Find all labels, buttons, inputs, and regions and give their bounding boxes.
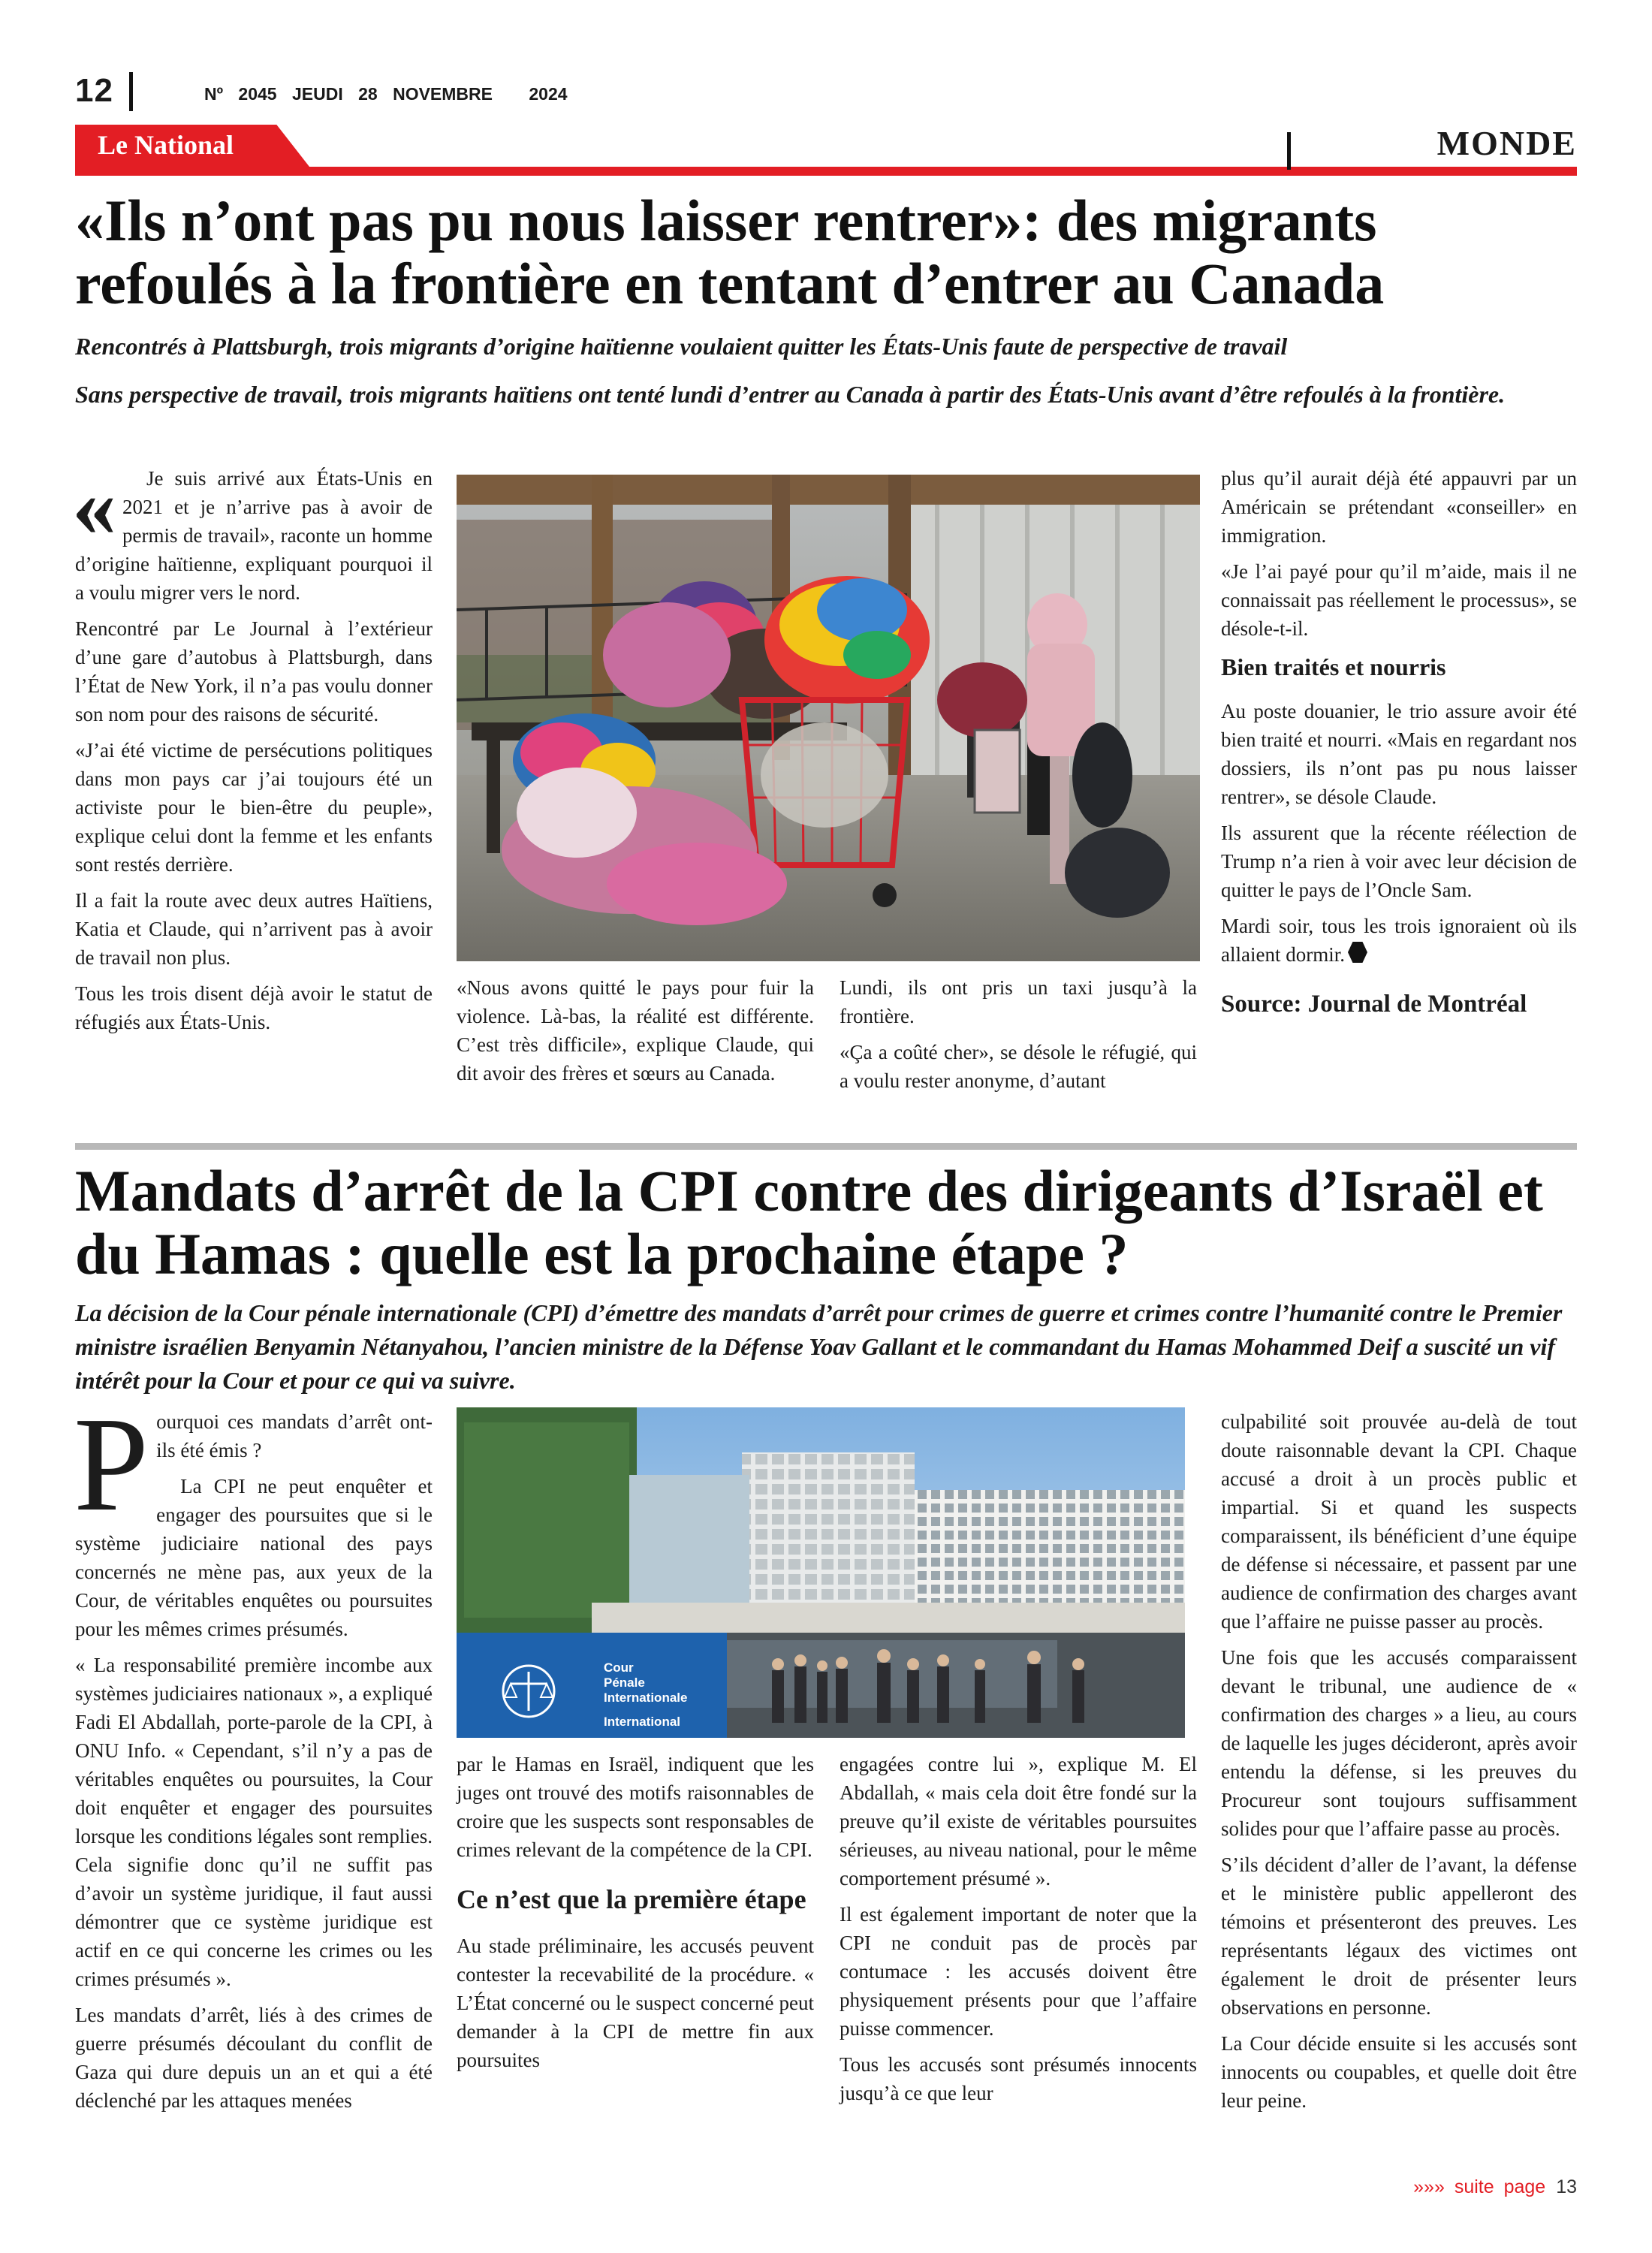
article2-paragraph: Tous les accusés sont présumés innocents jusqu’à ce que leur bbox=[840, 2053, 1197, 2104]
article2-paragraph: Les mandats d’arrêt, liés à des crimes de guerre présumés découlant du conflit de Gaza qui dure depuis un an et qui a été déclenché par les attaques menées bbox=[75, 2004, 433, 2112]
end-of-article-icon bbox=[1348, 942, 1367, 963]
article2-column-1 bbox=[74, 1389, 433, 2122]
sign-text-line4: International bbox=[604, 1715, 681, 1729]
article2-subheading: Ce n’est que la première étape bbox=[457, 1884, 806, 1914]
article1-paragraph: plus qu’il aurait déjà été appauvri par un Américain se prétendant «conseiller» en immigration. bbox=[1221, 467, 1577, 547]
weekday: JEUDI bbox=[291, 84, 343, 104]
continued-label: »»» suite page bbox=[1413, 2176, 1546, 2197]
article1-closing-text: Mardi soir, tous les trois ignoraient où ils allaient dormir. bbox=[1221, 915, 1577, 966]
issue-number: Nº 2045 bbox=[204, 84, 277, 104]
opening-quote-mark: « bbox=[72, 457, 116, 555]
article2-column-4 bbox=[1221, 1407, 1577, 2122]
article1-column-1 bbox=[72, 457, 433, 1044]
article2-paragraph: Au stade préliminaire, les accusés peuvent contester la recevabilité de la procédure. « L’État concerné ou le suspect concerné peut demander à la CPI de mettre fin aux poursuites bbox=[457, 1935, 814, 2071]
article-separator bbox=[75, 1143, 1577, 1150]
article1-paragraph: Rencontré par Le Journal à l’extérieur d’une gare d’autobus à Plattsburgh, dans l’État de New York, il n’a pas voulu donner son nom pour des raisons de sécurité. bbox=[75, 617, 433, 725]
section-divider bbox=[1287, 132, 1291, 170]
icc-building-photo bbox=[457, 1407, 1185, 1738]
month: NOVEMBRE bbox=[393, 84, 493, 104]
article1-paragraph: Tous les trois disent déjà avoir le statut de réfugiés aux États-Unis. bbox=[75, 982, 433, 1033]
article1-column-3 bbox=[840, 973, 1197, 1102]
article2-headline: Mandats d’arrêt de la CPI contre des dirigeants d’Israël et du Hamas : quelle est la prochaine étape ? bbox=[75, 1158, 1543, 1286]
article2-paragraph: Il est également important de noter que la CPI ne conduit pas de procès par contumace : les accusés doivent être physiquement présents pour que l’affaire puisse commencer. bbox=[840, 1903, 1197, 2040]
article1-paragraph: «Nous avons quitté le pays pour fuir la violence. Là-bas, la réalité est différente. C’est très difficile», explique Claude, qui dit avoir des frères et sœurs au Canada. bbox=[457, 976, 814, 1084]
article1-paragraph: Ils assurent que la récente réélection de Trump n’a rien à voir avec leur décision de quitter le pays de l’Oncle Sam. bbox=[1221, 822, 1577, 901]
article1-paragraph: «J’ai été victime de persécutions politiques dans mon pays car j’ai toujours été un activiste pour le bien-être du peuple», explique celui dont la femme et les enfants sont restés derrière. bbox=[75, 739, 433, 876]
article2-column-2 bbox=[457, 1750, 814, 2082]
section-label: MONDE bbox=[1436, 124, 1577, 162]
issue-date-line bbox=[204, 84, 568, 104]
migrants-belongings-photo bbox=[457, 475, 1200, 961]
header-rule bbox=[75, 167, 1577, 176]
article1-paragraph: Je suis arrivé aux États-Unis en 2021 et je n’arrive pas à avoir de permis de travail», raconte un homme d’origine haïtienne, expliquant pourquoi il a voulu migrer vers le nord. bbox=[75, 467, 433, 604]
article2-paragraph: culpabilité soit prouvée au-delà de tout doute raisonnable devant la CPI. Chaque accusé a droit à un procès public et impartial. Si et quand les suspects comparaissent, ils bénéficient d’une équipe de défense si nécessaire, et passent par une audience de confirmation des charges avant que l’affaire ne puisse passer au procès. bbox=[1221, 1410, 1577, 1633]
sign-text-line2: Pénale bbox=[604, 1675, 645, 1690]
article2-paragraph: engagées contre lui », explique M. El Abdallah, « mais cela doit être fondé sur la preuve qu’il existe de véritables poursuites sérieuses, au niveau national, pour le même comportement présumé ». bbox=[840, 1753, 1197, 1890]
article1-source: Source: Journal de Montréal bbox=[1221, 991, 1527, 1018]
article2-paragraph: « La responsabilité première incombe aux systèmes judiciaires nationaux », a expliqué Fadi El Abdallah, porte-parole de la CPI, à ONU Info. « Cependant, s’il n’y a pas de véritables enquêtes ou poursuites, la Cour doit enquêter et engager des poursuites lorsque les conditions légales sont remplies. Cela signifie donc qu’il ne suffit pas d’avoir un système juridique, il faut aussi démontrer que ce système juridique est actif en ce qui concerne les crimes ou les crimes présumés ». bbox=[75, 1654, 433, 1990]
sign-text-line3: Internationale bbox=[604, 1691, 688, 1705]
article1-deck-primary: Rencontrés à Plattsburgh, trois migrants d’origine haïtienne voulaient quitter les États-Unis faute de perspective de travail bbox=[75, 333, 1288, 360]
article1-paragraph: Il a fait la route avec deux autres Haïtiens, Katia et Claude, qui n’arrivent pas à avoir de travail non plus. bbox=[75, 889, 433, 969]
brand-name: Le National bbox=[98, 130, 234, 160]
article2-deck: La décision de la Cour pénale internationale (CPI) d’émettre des mandats d’arrêt pour crimes de guerre et crimes contre l’humanité contre le Premier ministre israélien Benyamin Nétanyahou, l’ancien ministre de la Défense Yoav Gallant et le commandant du Hamas Mohammed Deif a suscité un vif intérêt pour la Cour et pour ce qui va suivre. bbox=[75, 1299, 1563, 1394]
article2-column-3 bbox=[840, 1750, 1197, 2115]
article1-paragraph bbox=[1221, 912, 1577, 969]
drop-cap: P bbox=[74, 1389, 149, 1539]
article2-paragraph: par le Hamas en Israël, indiquent que les juges ont trouvé des motifs raisonnables de croire que les suspects sont responsables de crimes relevant de la compétence de la CPI. bbox=[457, 1753, 814, 1861]
page-number: 12 bbox=[75, 72, 113, 109]
article1-paragraph: Lundi, ils ont pris un taxi jusqu’à la frontière. bbox=[840, 976, 1197, 1027]
article1-deck-secondary: Sans perspective de travail, trois migrants haïtiens ont tenté lundi d’entrer au Canada à partir des États-Unis avant d’être refoulés à la frontière. bbox=[75, 381, 1506, 408]
sign-text-line1: Cour bbox=[604, 1660, 634, 1675]
article1-paragraph: Au poste douanier, le trio assure avoir été bien traité et nourri. «Mais en regardant nos dossiers, ils n’ont pas pu nous laisser rentrer», se désole Claude. bbox=[1221, 700, 1577, 808]
article1-paragraph: «Je l’ai payé pour qu’il m’aide, mais il ne connaissait pas réellement le processus», se désole-t-il. bbox=[1221, 560, 1577, 640]
continued-page-number: 13 bbox=[1556, 2176, 1577, 2197]
article2-paragraph: Une fois que les accusés comparaissent devant le tribunal, une audience de « confirmation des charges » a lieu, au cours de laquelle les juges décideront, après avoir entendu la défense, si les preuves du Procureur sont toujours suffisamment solides pour que l’affaire passe au procès. bbox=[1221, 1646, 1577, 1840]
article2-paragraph: La CPI ne peut enquêter et engager des poursuites que si le système judiciaire national des pays concernés ne mène pas, aux yeux de la Cour, de véritables enquêtes ou poursuites pour les mêmes crimes présumés. bbox=[75, 1475, 433, 1640]
page-number-divider bbox=[129, 72, 133, 111]
article1-headline: «Ils n’ont pas pu nous laisser rentrer»: des migrants refoulés à la frontière en tentant d’entrer au Canada bbox=[75, 188, 1385, 316]
date-day: 28 bbox=[358, 84, 378, 104]
continued-on-page[interactable] bbox=[1413, 2176, 1577, 2198]
article2-paragraph: La Cour décide ensuite si les accusés sont innocents ou coupables, et quelle doit être leur peine. bbox=[1221, 2032, 1577, 2112]
article1-column-2 bbox=[457, 973, 814, 1095]
article1-paragraph: «Ça a coûté cher», se désole le réfugié, qui a voulu rester anonyme, d’autant bbox=[840, 1041, 1197, 1092]
article1-subheading: Bien traités et nourris bbox=[1221, 653, 1446, 680]
article2-paragraph: S’ils décident d’aller de l’avant, la défense et le ministère public appelleront des témoins et présenteront des preuves. Les représentants légaux des victimes ont également le droit de présenter leurs observations en personne. bbox=[1221, 1853, 1577, 2019]
year: 2024 bbox=[529, 84, 568, 104]
article1-column-4 bbox=[1221, 464, 1577, 1026]
article2-paragraph: ourquoi ces mandats d’arrêt ont-ils été émis ? bbox=[156, 1410, 433, 1461]
